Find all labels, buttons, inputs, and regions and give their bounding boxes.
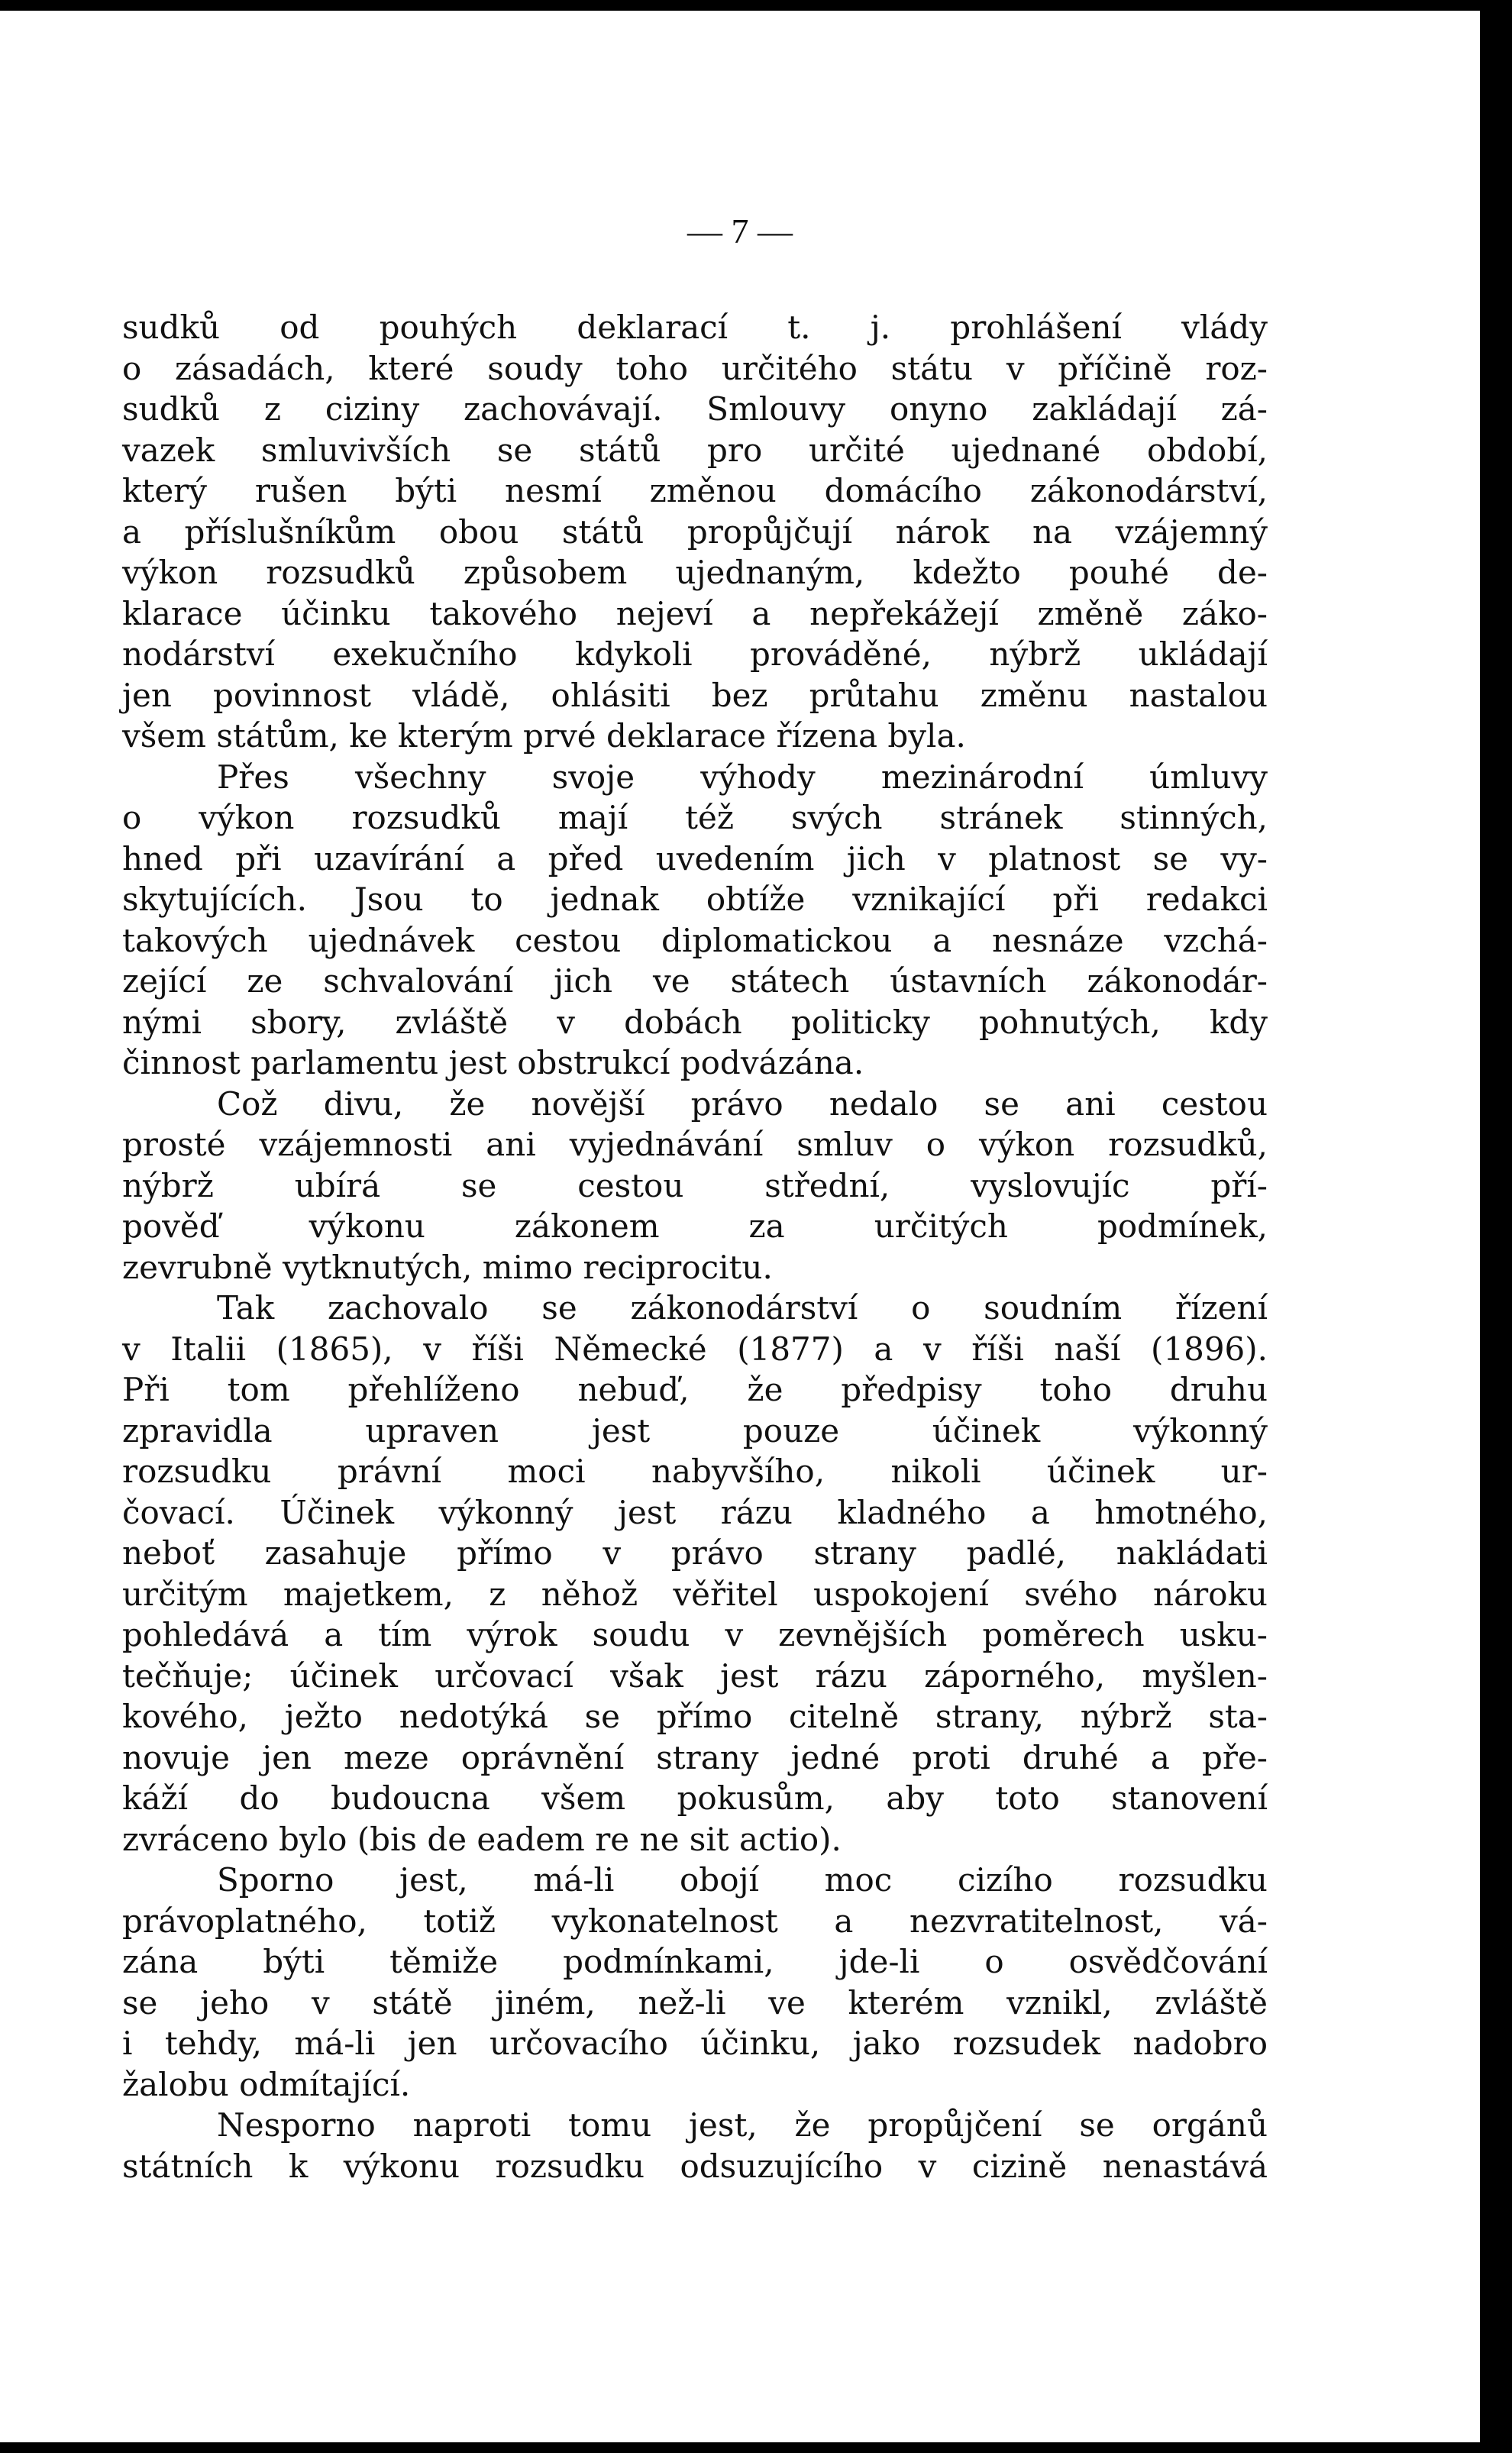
- text-line: Tak zachovalo se zákonodárství o soudním řízení: [217, 1289, 1268, 1327]
- text-line: se jeho v státě jiném, než-li ve kterém vznikl, zvláště: [122, 1983, 1268, 2022]
- text-line: pověď výkonu zákonem za určitých podmínek,: [122, 1207, 1268, 1245]
- text-line: hned při uzavírání a před uvedením jich v platnost se vy-: [122, 839, 1268, 877]
- text-line: zvráceno bylo (bis de eadem re ne sit actio).: [122, 1820, 842, 1858]
- text-line: klarace účinku takového nejeví a nepřekážejí změně záko-: [122, 594, 1268, 632]
- text-line: Což divu, že novější právo nedalo se ani cestou: [217, 1084, 1268, 1123]
- text-line: zpravidla upraven jest pouze účinek výkonný: [122, 1411, 1268, 1450]
- text-line: káží do budoucna všem pokusům, aby toto stanovení: [122, 1779, 1268, 1817]
- body-text: [122, 307, 1268, 2186]
- text-line: o zásadách, které soudy toho určitého státu v příčině roz-: [122, 349, 1268, 387]
- text-line: i tehdy, má-li jen určovacího účinku, jako rozsudek nadobro: [122, 2025, 1268, 2062]
- text-line: pohledává a tím výrok soudu v zevnějších poměrech usku-: [122, 1616, 1268, 1653]
- text-line: kového, ježto nedotýká se přímo citelně strany, nýbrž sta-: [122, 1698, 1268, 1735]
- text-line: vazek smluvivších se států pro určité ujednané období,: [122, 431, 1268, 469]
- text-line: sudků z ciziny zachovávají. Smlouvy onyno zakládají zá-: [122, 390, 1268, 428]
- text-line: činnost parlamentu jest obstrukcí podvázána.: [122, 1044, 864, 1081]
- text-line: nými sbory, zvláště v dobách politicky pohnutých, kdy: [122, 1003, 1268, 1041]
- text-line: prosté vzájemnosti ani vyjednávání smluv o výkon rozsudků,: [122, 1126, 1268, 1163]
- text-line: zející ze schvalování jich ve státech ústavních zákonodár-: [122, 962, 1268, 1000]
- text-line: rozsudku právní moci nabyvšího, nikoli účinek ur-: [122, 1453, 1268, 1490]
- text-line: neboť zasahuje přímo v právo strany padlé, nakládati: [122, 1534, 1268, 1572]
- text-line: zána býti těmiže podmínkami, jde-li o osvědčování: [122, 1943, 1268, 1980]
- text-line: Sporno jest, má-li obojí moc cizího rozsudku: [217, 1861, 1268, 1899]
- text-line: Při tom přehlíženo nebuď, že předpisy toho druhu: [122, 1371, 1268, 1408]
- text-line: novuje jen meze oprávnění strany jedné proti druhé a pře-: [122, 1738, 1268, 1776]
- text-line: nodárství exekučního kdykoli prováděné, nýbrž ukládají: [122, 635, 1268, 673]
- text-line: určitým majetkem, z něhož věřitel uspokojení svého nároku: [122, 1575, 1268, 1613]
- text-line: právoplatného, totiž vykonatelnost a nezvratitelnost, vá-: [122, 1902, 1268, 1940]
- text-line: o výkon rozsudků mají též svých stránek stinných,: [122, 799, 1268, 836]
- text-line: Nesporno naproti tomu jest, že propůjčení se orgánů: [217, 2106, 1268, 2144]
- text-line: takových ujednávek cestou diplomatickou a nesnáze vzchá-: [122, 921, 1268, 959]
- page-number: — 7 —: [687, 212, 793, 250]
- text-line: Přes všechny svoje výhody mezinárodní úmluvy: [217, 758, 1268, 796]
- book-page: [0, 11, 1480, 2442]
- text-line: nýbrž ubírá se cestou střední, vyslovujíc pří-: [122, 1166, 1268, 1204]
- text-line: který rušen býti nesmí změnou domácího zákonodárství,: [122, 472, 1268, 509]
- text-line: jen povinnost vládě, ohlásiti bez průtahu změnu nastalou: [122, 676, 1268, 714]
- text-line: skytujících. Jsou to jednak obtíže vznikající při redakci: [122, 881, 1268, 918]
- text-line: zevrubně vytknutých, mimo reciprocitu.: [122, 1248, 773, 1286]
- text-line: státních k výkonu rozsudku odsuzujícího v cizině nenastává: [122, 2147, 1268, 2185]
- text-line: výkon rozsudků způsobem ujednaným, kdežto pouhé de-: [122, 554, 1268, 591]
- text-line: žalobu odmítající.: [122, 2065, 411, 2103]
- text-line: tečňuje; účinek určovací však jest rázu záporného, myšlen-: [122, 1656, 1268, 1695]
- text-line: a příslušníkům obou států propůjčují nárok na vzájemný: [122, 512, 1268, 551]
- text-line: čovací. Účinek výkonný jest rázu kladného a hmotného,: [122, 1493, 1268, 1531]
- text-line: sudků od pouhých deklarací t. j. prohlášení vlády: [122, 309, 1268, 346]
- text-line: v Italii (1865), v říši Německé (1877) a v říši naší (1896).: [122, 1330, 1268, 1368]
- text-line: všem státům, ke kterým prvé deklarace řízena byla.: [122, 717, 966, 755]
